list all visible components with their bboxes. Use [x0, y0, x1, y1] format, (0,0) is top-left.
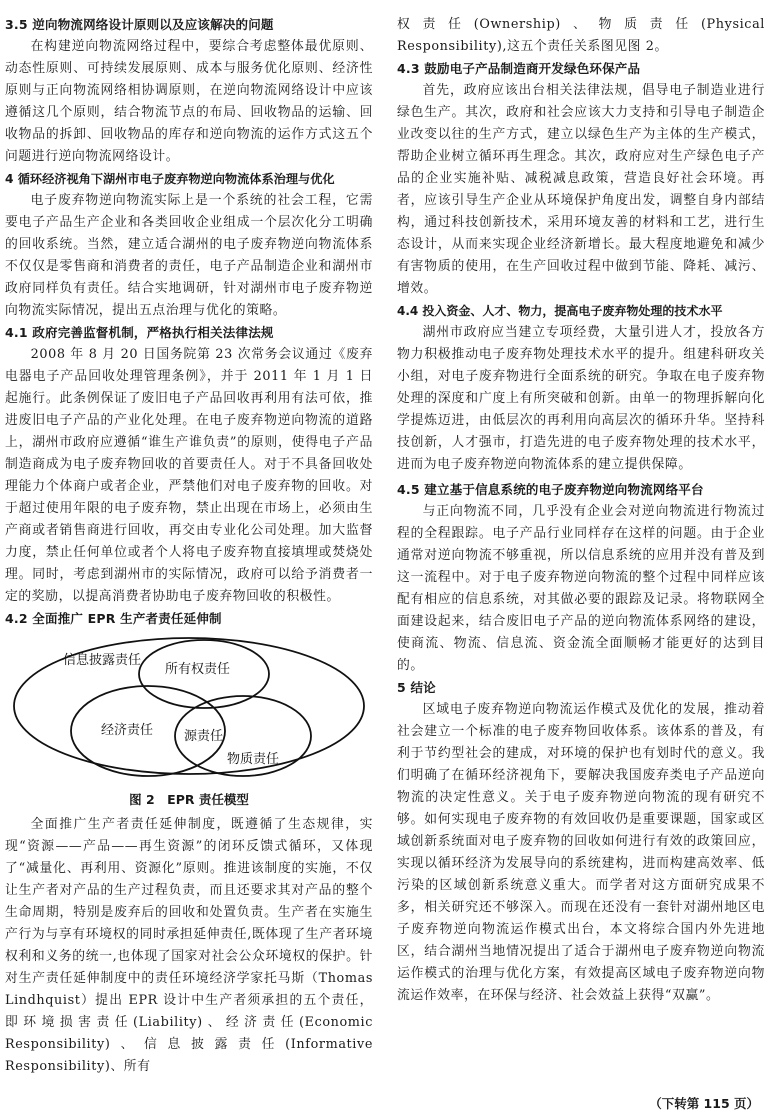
section-3-5-title: 3.5 逆向物流网络设计原则以及应该解决的问题	[5, 17, 274, 32]
section-4-5-paragraph: 与正向物流不同，几乎没有企业会对逆向物流进行物流过程的全程跟踪。电子产品行业同样存在这样的问题。由于企业通常对逆向物流不够重视，所以信息系统的应用并没有普及到这一流程中。对于电子废弃物逆向物流的整个过程中同样应该配有相应的信息系统，对其做必要的跟踪及记录。将物联网全面建设起来，结合废旧电子产品的逆向物流体系网络的建设，使商流、物流、信息流、资金流全面顺畅才能更好的达到目的。	[397, 504, 765, 673]
section-4-2-paragraph: 全面推广生产者责任延伸制度，既遵循了生态规律，实现“资源——产品——再生资源”的闭环反馈式循环，又体现了“减量化、再利用、资源化”原则。推进该制度的实施，不仅让生产者对产品的生产过程负责，而且还要求其对产品的整个生命周期，特别是废弃后的回收和处置负责。生产者在实施生产行为与享有环境权的同时承担延伸责任,既体现了生产者环境权利和义务的统一,也体现了国家对社会公众环境权的保护。针对生产责任延伸制度中的责任环境经济学家托马斯（Thomas Lindhquist）提出 EPR 设计中生产者须承担的五个责任，即环境损害责任(Liability)、经济责任(Economic Responsibility)、信息披露责任(Informative Responsibility)、所有	[5, 817, 373, 1074]
venn-label-phys: 物质责任	[227, 752, 280, 767]
venn-label-econ: 经济责任	[101, 723, 154, 738]
section-4-1-title: 4.1 政府完善监督机制，严格执行相关法律法规	[5, 325, 274, 340]
left-column	[5, 14, 373, 1078]
section-4-1-paragraph: 2008 年 8 月 20 日国务院第 23 次常务会议通过《废弃电器电子产品回收处理管理条例》，并于 2011 年 1 月 1 日起施行。此条例保证了废旧电子产品回收再利用有法可依，推进废旧电子产品的产业化处理。在电子废弃物逆向物流的道路上，湖州市政府应遵循“谁生产谁负责”的原则，使得电子产品制造商成为电子废弃物回收的首要责任人。对于不具备回收处理能力个体商户或者企业，严禁他们对电子废弃物的回收。对于超过使用年限的电子废弃物，禁止出现在市场上，必须由生产商或者销售商进行回收，再交由专业化公司处理。加大监督力度，禁止任何单位或者个人将电子废弃物直接填埋或焚烧处理。同时，考虑到湖州市的实际情况，政府可以给予消费者一定的奖励，以提高消费者协助电子废弃物回收的积极性。	[5, 347, 373, 604]
venn-label-source: 源责任	[184, 729, 224, 744]
section-3-5-paragraph: 在构建逆向物流网络过程中，要综合考虑整体最优原则、动态性原则、可持续发展原则、成本与服务优化原则、经济性原则与正向物流网络相协调原则，在逆向物流网络设计中应该遵循这几个原则，结合物流节点的布局、回收物品的运输、回收物品的拆卸、回收物品的库存和逆向物流的运作方式这五个问题进行逆向物流网络设计。	[5, 39, 373, 164]
continued-paragraph: 权责任(Ownership)、物质责任(Physical Responsibility),这五个责任关系图见图 2。	[397, 17, 765, 54]
section-4-3-title: 4.3 鼓励电子产品制造商开发绿色环保产品	[397, 61, 641, 76]
section-4-2-title: 4.2 全面推广 EPR 生产者责任延伸制	[5, 611, 222, 626]
epr-figure	[5, 636, 373, 812]
section-4-4-paragraph: 湖州市政府应当建立专项经费，大量引进人才，投放各方物力积极推动电子废弃物处理技术水平的提升。组建科研攻关小组，对电子废弃物进行全面系统的研究。争取在电子废弃物处理的深度和广度上有所突破和创新。由单一的物理拆解向化学提炼迈进，由低层次的再利用向高层次的循环升华。坚持科技创新，人才强市，打造先进的电子废弃物处理的技术水平，进而为电子废弃物逆向物流体系的建立提供保障。	[397, 325, 765, 472]
section-4-3-paragraph: 首先，政府应该出台相关法律法规，倡导电子制造业进行绿色生产。其次，政府和社会应该大力支持和引导电子制造企业改变以往的生产方式，建立以绿色生产为主体的生产模式，帮助企业树立循环再生理念。其次，政府应对生产绿色电子产品的企业实施补贴、减税减息政策，营造良好社会环境。再者，应该引导生产企业从环境保护角度出发，调整自身内部结构，通过科技创新技术，采用环境友善的材料和工艺，进行生态设计，从而来实现企业经济新增长。最大程度地避免和减少有害物质的使用，在生产回收过程中做到节能、降耗、减污、增效。	[397, 83, 765, 296]
section-5-paragraph: 区域电子废弃物逆向物流运作模式及优化的发展，推动着社会建立一个标准的电子废弃物回收体系。该体系的普及，有利于节约型社会的建成，对环境的保护也有划时代的意义。我们明确了在循环经济视角下，要解决我国废弃类电子产品逆向物流的决定性意义。关于电子废弃物逆向物流的现有研究不够。如何实现电子废弃物的有效回收仍是重要课题，国家或区域创新系统面对电子废弃物的回收如何进行有效的政策回应，实现以循环经济为发展导向的系统建构，进而构建高效率、低污染的区域创新系统意义重大。而学者对这方面研究成果不多，相关研究还不够深入。而现在还没有一套针对湖州地区电子废弃物逆向物流运作模式出台，本文将综合国内外先进地区，结合湖州当地情况提出了适合于湖州电子废弃物逆向物流运作模式的治理与优化方案，有效提高区域电子废弃物逆向物流运作效率，在环保与经济、社会效益上获得“双赢”。	[397, 702, 765, 1003]
figure-caption: 图 2 EPR 责任模型	[129, 792, 249, 807]
section-5-title: 5 结论	[397, 680, 436, 695]
section-4-paragraph: 电子废弃物逆向物流实际上是一个系统的社会工程，它需要电子产品生产企业和各类回收企业组成一个层次化分工明确的回收系统。当然，建立适合湖州的电子废弃物逆向物流体系不仅仅是零售商和消费者的责任，电子产品制造企业和湖州市政府同样负有责任。结合实地调研，针对湖州市电子废弃物逆向物流实际情况，提出五点治理与优化的策略。	[5, 193, 373, 318]
right-column	[397, 14, 765, 1007]
venn-label-info: 信息披露责任	[63, 653, 142, 668]
section-4-4-title: 4.4 投入资金、人才、物力，提高电子废弃物处理的技术水平	[397, 304, 723, 318]
venn-label-owner: 所有权责任	[165, 662, 231, 677]
section-4-title: 4 循环经济视角下湖州市电子废弃物逆向物流体系治理与优化	[5, 172, 335, 186]
epr-venn-diagram	[5, 636, 373, 786]
section-4-5-title: 4.5 建立基于信息系统的电子废弃物逆向物流网络平台	[397, 482, 704, 497]
continued-on-page-note: （下转第 115 页）	[649, 1096, 759, 1111]
